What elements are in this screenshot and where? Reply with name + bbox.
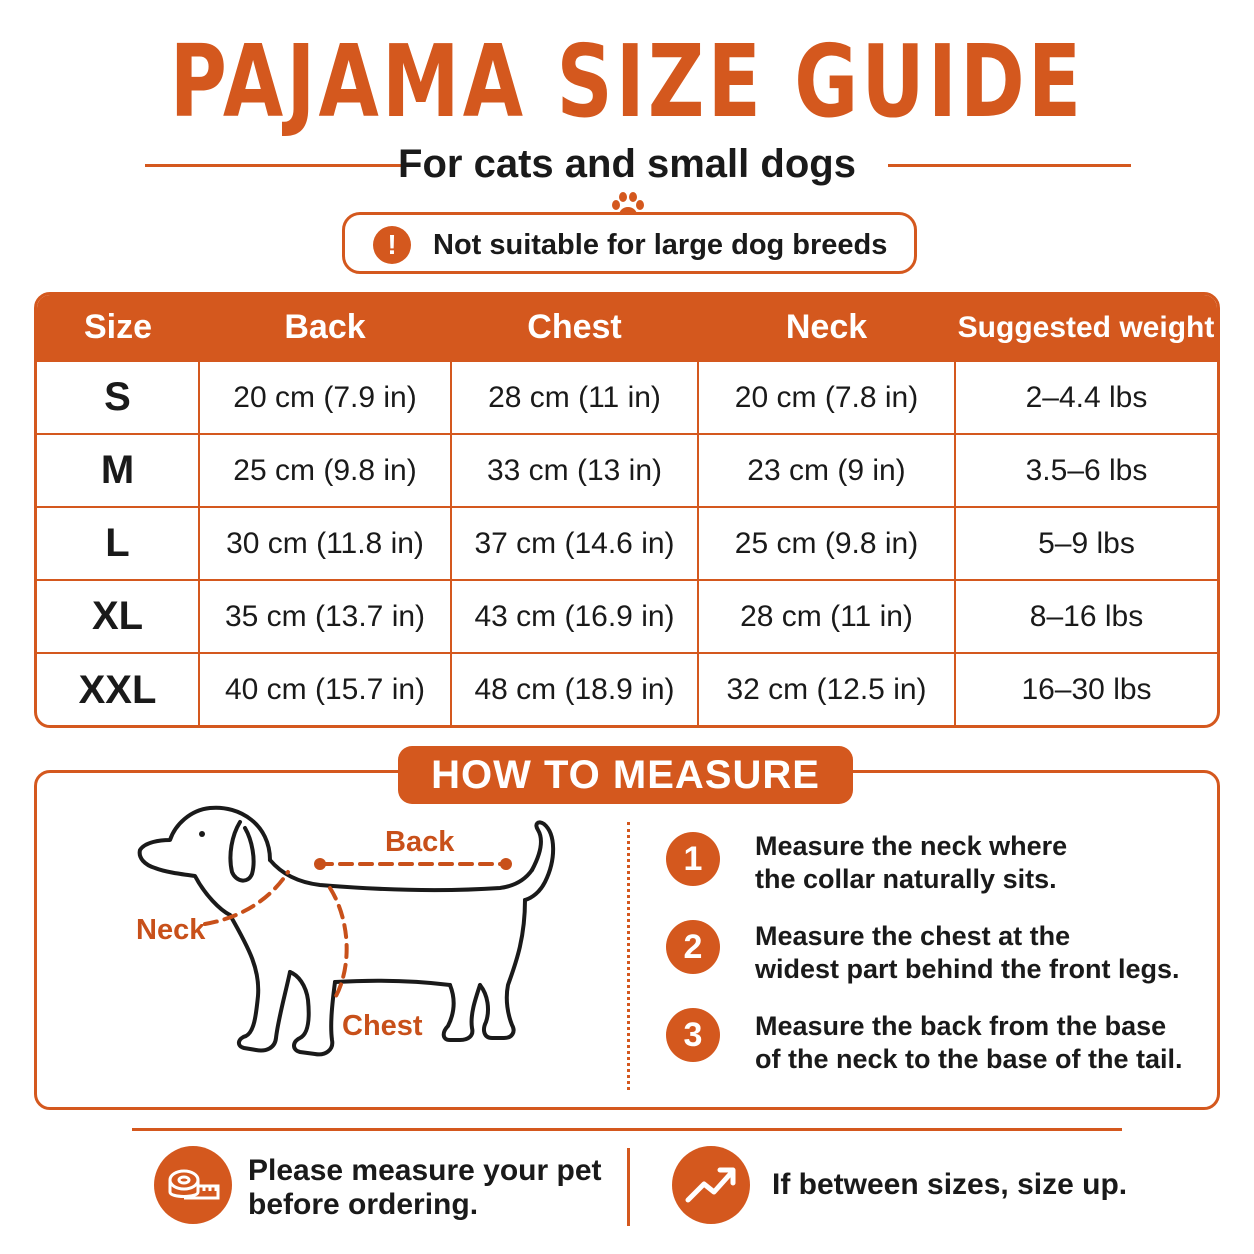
step-2-line-2: widest part behind the front legs. [755, 954, 1180, 984]
neck-cell: 28 cm (11 in) [698, 580, 955, 653]
back-cell: 40 cm (15.7 in) [199, 653, 451, 726]
neck-label: Neck [136, 914, 206, 946]
step-1-badge: 1 [666, 832, 720, 886]
exclamation-icon: ! [373, 226, 411, 264]
step-2-badge: 2 [666, 920, 720, 974]
how-to-measure-title: HOW TO MEASURE [398, 746, 853, 804]
trend-up-icon [672, 1146, 750, 1224]
size-table [34, 292, 1220, 728]
step-2-text [755, 920, 1180, 986]
header-suggested-weight: Suggested weight [955, 295, 1217, 361]
size-cell: S [37, 361, 199, 434]
table-row [37, 653, 1217, 726]
step-3-badge: 3 [666, 1008, 720, 1062]
neck-cell: 23 cm (9 in) [698, 434, 955, 507]
chest-cell: 43 cm (16.9 in) [451, 580, 698, 653]
step-1-text [755, 830, 1067, 896]
neck-cell: 32 cm (12.5 in) [698, 653, 955, 726]
weight-cell: 2–4.4 lbs [955, 361, 1217, 434]
chest-cell: 48 cm (18.9 in) [451, 653, 698, 726]
neck-cell: 25 cm (9.8 in) [698, 507, 955, 580]
table-row [37, 361, 1217, 434]
weight-cell: 3.5–6 lbs [955, 434, 1217, 507]
size-cell: XL [37, 580, 199, 653]
measure-divider [627, 822, 630, 1090]
measure-tip [248, 1154, 602, 1222]
back-cell: 30 cm (11.8 in) [199, 507, 451, 580]
step-3-text [755, 1010, 1183, 1076]
chest-cell: 37 cm (14.6 in) [451, 507, 698, 580]
warning-badge [342, 212, 917, 274]
weight-cell: 8–16 lbs [955, 580, 1217, 653]
measure-tip-line-1: Please measure your pet [248, 1154, 602, 1187]
subtitle-right-rule [888, 164, 1131, 167]
weight-cell: 5–9 lbs [955, 507, 1217, 580]
neck-cell: 20 cm (7.8 in) [698, 361, 955, 434]
bottom-rule [132, 1128, 1122, 1131]
size-up-tip: If between sizes, size up. [772, 1168, 1128, 1201]
chest-cell: 33 cm (13 in) [451, 434, 698, 507]
size-cell: XXL [37, 653, 199, 726]
back-cell: 35 cm (13.7 in) [199, 580, 451, 653]
step-1-line-2: the collar naturally sits. [755, 864, 1057, 894]
weight-cell: 16–30 lbs [955, 653, 1217, 726]
step-3-line-2: of the neck to the base of the tail. [755, 1044, 1183, 1074]
measuring-tape-icon [154, 1146, 232, 1224]
header-size: Size [37, 295, 199, 361]
subtitle: For cats and small dogs [398, 142, 856, 186]
back-label: Back [385, 826, 455, 858]
step-2-line-1: Measure the chest at the [755, 921, 1071, 951]
page-title: PAJAMA SIZE GUIDE [169, 23, 1085, 140]
table-row [37, 580, 1217, 653]
subtitle-row [0, 140, 1254, 190]
table-row [37, 507, 1217, 580]
size-cell: L [37, 507, 199, 580]
back-cell: 25 cm (9.8 in) [199, 434, 451, 507]
header-chest: Chest [451, 295, 698, 361]
back-cell: 20 cm (7.9 in) [199, 361, 451, 434]
chest-cell: 28 cm (11 in) [451, 361, 698, 434]
table-row [37, 434, 1217, 507]
dog-diagram-icon [120, 800, 600, 1100]
warning-text: Not suitable for large dog breeds [433, 229, 888, 261]
table-header-row [37, 295, 1217, 361]
measure-tip-line-2: before ordering. [248, 1188, 479, 1221]
header-neck: Neck [698, 295, 955, 361]
step-3-line-1: Measure the back from the base [755, 1011, 1167, 1041]
bottom-divider [627, 1148, 630, 1226]
size-cell: M [37, 434, 199, 507]
chest-label: Chest [342, 1010, 423, 1042]
step-1-line-1: Measure the neck where [755, 831, 1068, 861]
header-back: Back [199, 295, 451, 361]
